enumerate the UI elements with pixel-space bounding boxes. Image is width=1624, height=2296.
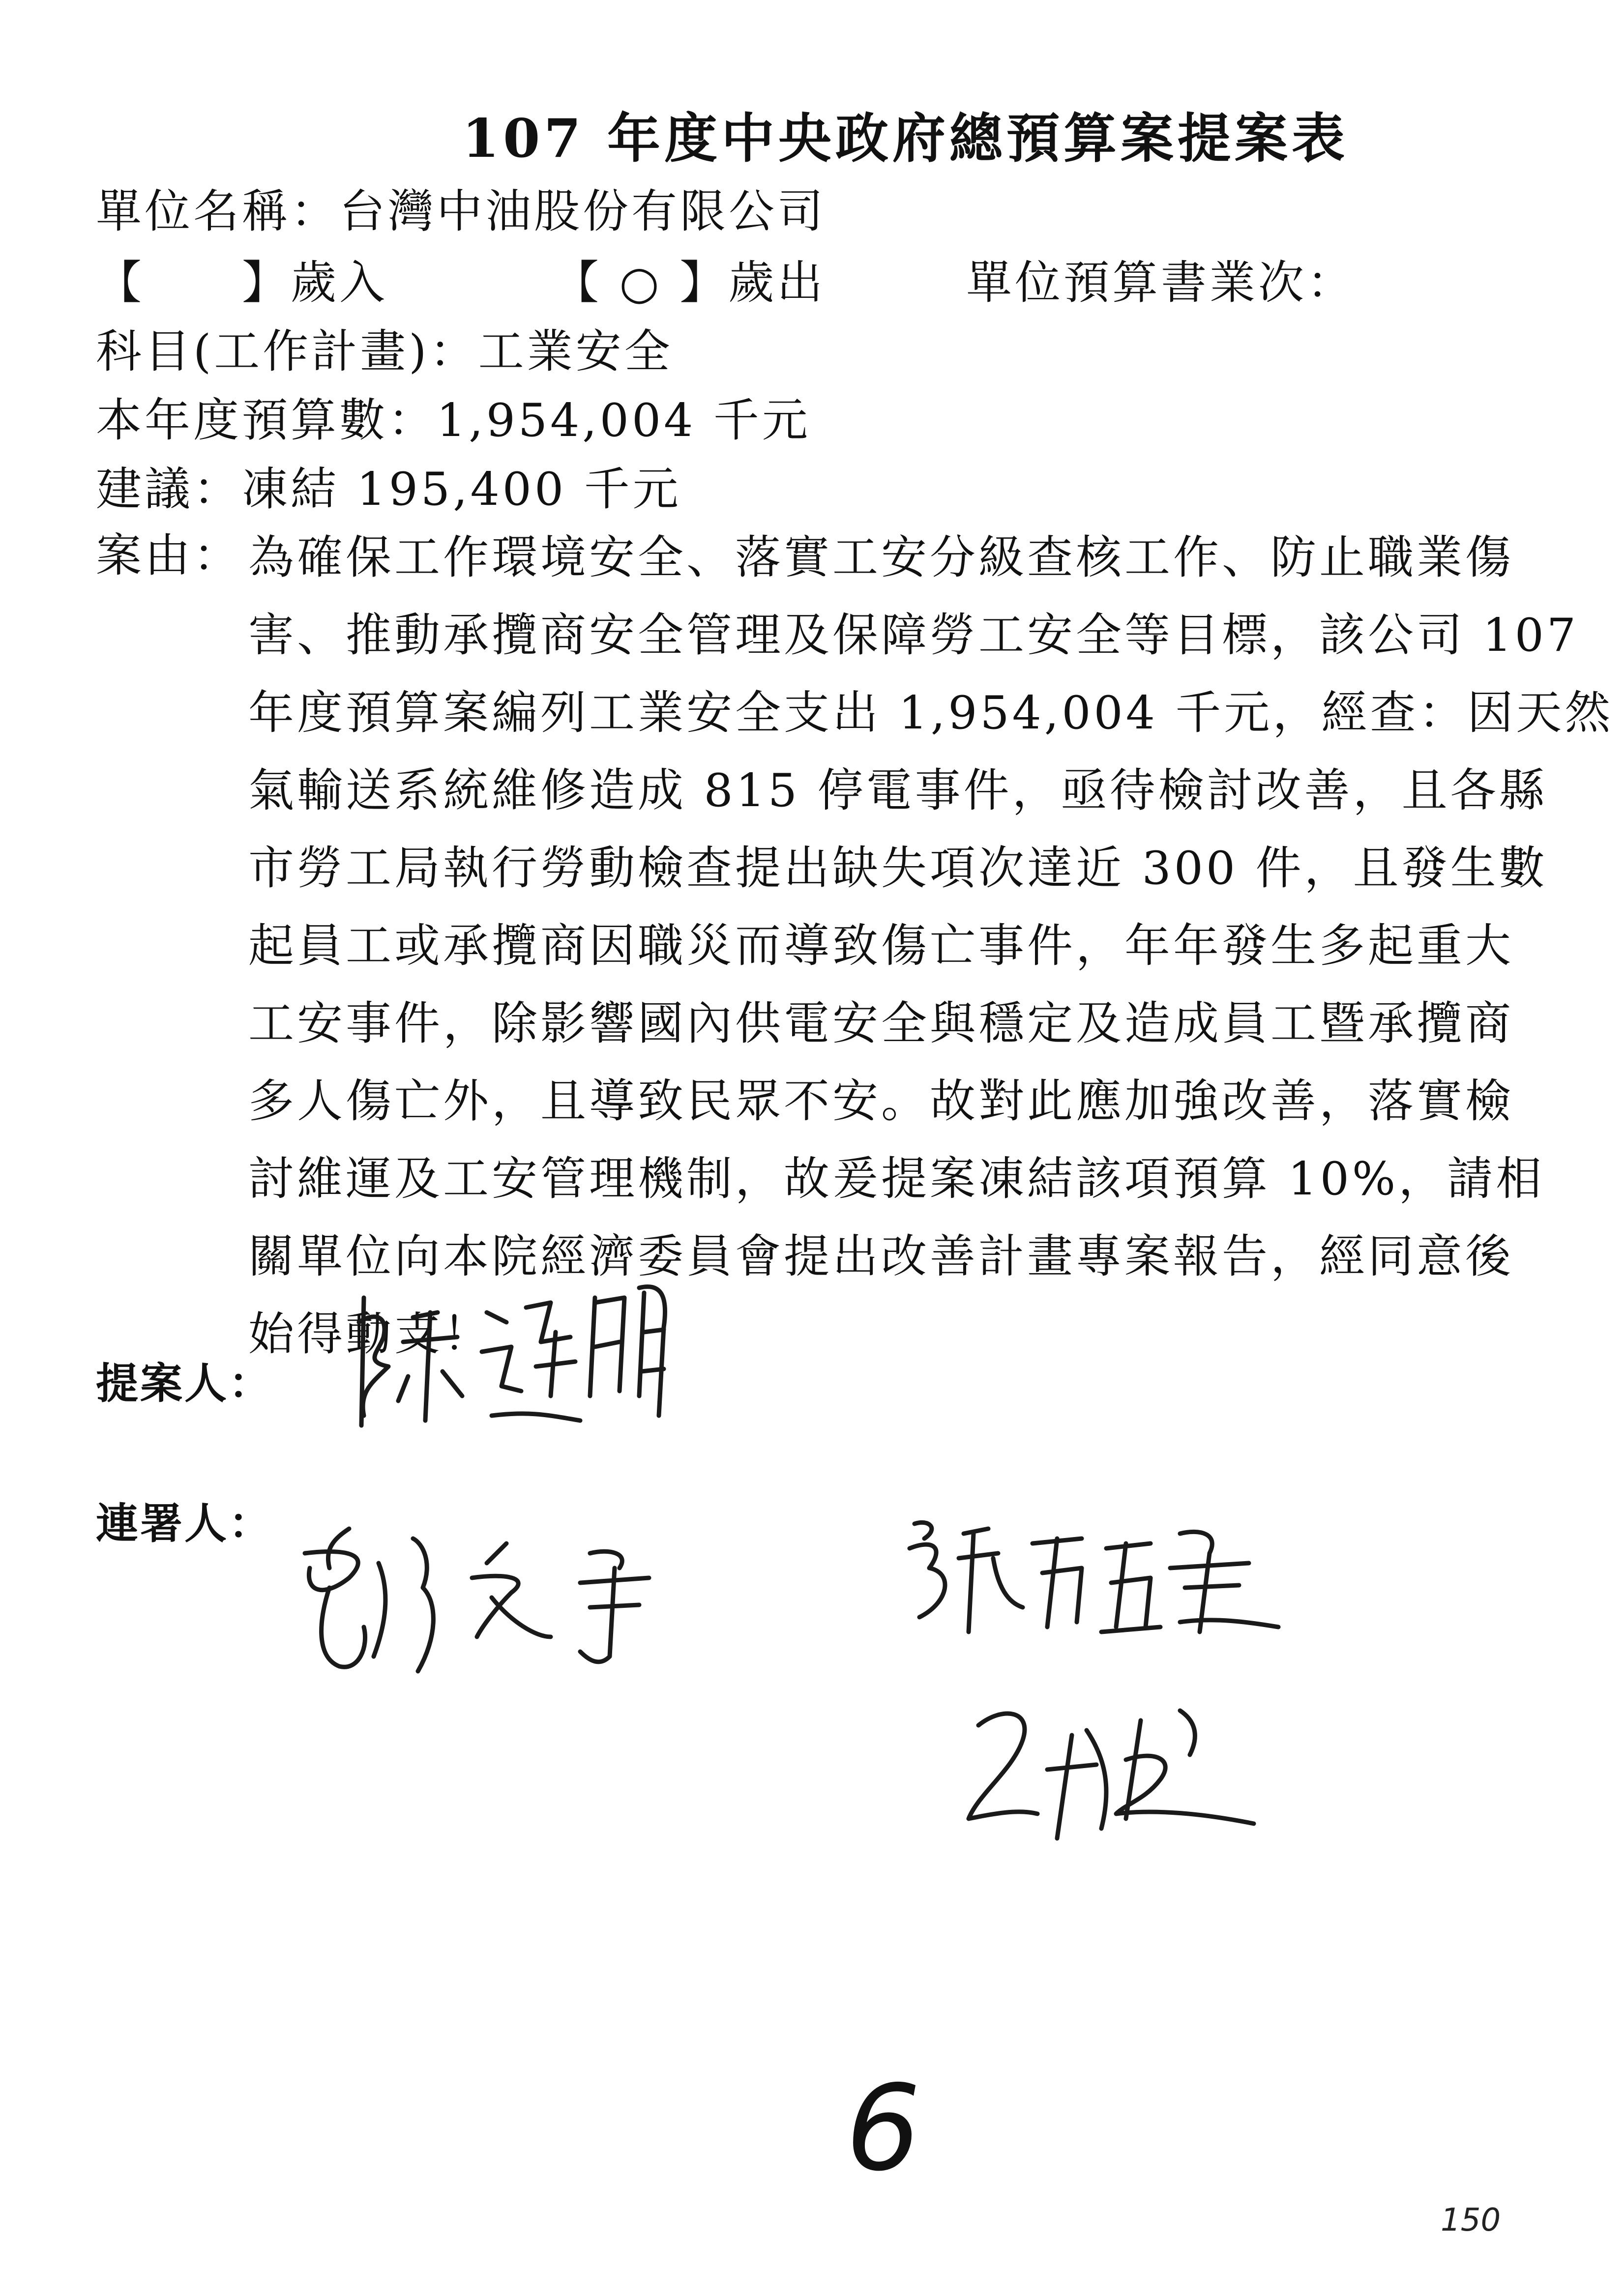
page-title: 107 年度中央政府總預算案提案表 [462, 108, 1349, 170]
cosigner-signature [895, 1504, 1298, 1652]
reason-line: 氣輸送系統維修造成 815 停電事件，亟待檢討改善，且各縣 [248, 764, 1548, 817]
page-number: 6 [846, 2060, 921, 2197]
suggestion: 建議：凍結 195,400 千元 [96, 463, 681, 516]
reason-body [248, 519, 1614, 1373]
type-revenue: 【 】歲入 [96, 256, 388, 309]
proposer-label: 提案人： [96, 1359, 273, 1408]
reason-line: 多人傷亡外，且導致民眾不安。故對此應加強改善，落實檢 [248, 1075, 1514, 1128]
reason-line: 害、推動承攬商安全管理及保障勞工安全等目標，該公司 107 [248, 609, 1579, 662]
reason-line: 討維運及工安管理機制，故爰提案凍結該項預算 10%，請相 [248, 1152, 1545, 1205]
unit-name: 單位名稱：台灣中油股份有限公司 [96, 185, 826, 238]
reason-line: 年度預算案編列工業安全支出 1,954,004 千元，經查：因天然 [248, 686, 1614, 739]
reason-line: 起員工或承攬商因職災而導致傷亡事件，年年發生多起重大 [248, 919, 1514, 972]
reason-line: 工安事件，除影響國內供電安全與穩定及造成員工暨承攬商 [248, 997, 1514, 1050]
reason-line: 市勞工局執行勞動檢查提出缺失項次達近 300 件，且發生數 [248, 842, 1548, 895]
proposer-signature [344, 1268, 688, 1430]
reason-line: 為確保工作環境安全、落實工安分級查核工作、防止職業傷 [248, 531, 1514, 584]
budget-item-number: 單位預算書業次： [966, 256, 1356, 309]
type-expense: 【 ○ 】歲出 [553, 256, 826, 309]
budget-amount: 本年度預算數：1,954,004 千元 [96, 394, 811, 447]
reason-label: 案由： [96, 529, 242, 582]
cosigner-label: 連署人： [96, 1499, 273, 1548]
cosigner-signature [275, 1509, 708, 1696]
reason-line: 關單位向本院經濟委員會提出改善計畫專案報告，經同意後 [248, 1230, 1514, 1283]
sheet-number: 150 [1441, 2202, 1501, 2238]
cosigner-signature [949, 1691, 1269, 1843]
reason-line: 始得動支！ [248, 1308, 492, 1361]
subject: 科目(工作計畫)：工業安全 [96, 325, 673, 378]
